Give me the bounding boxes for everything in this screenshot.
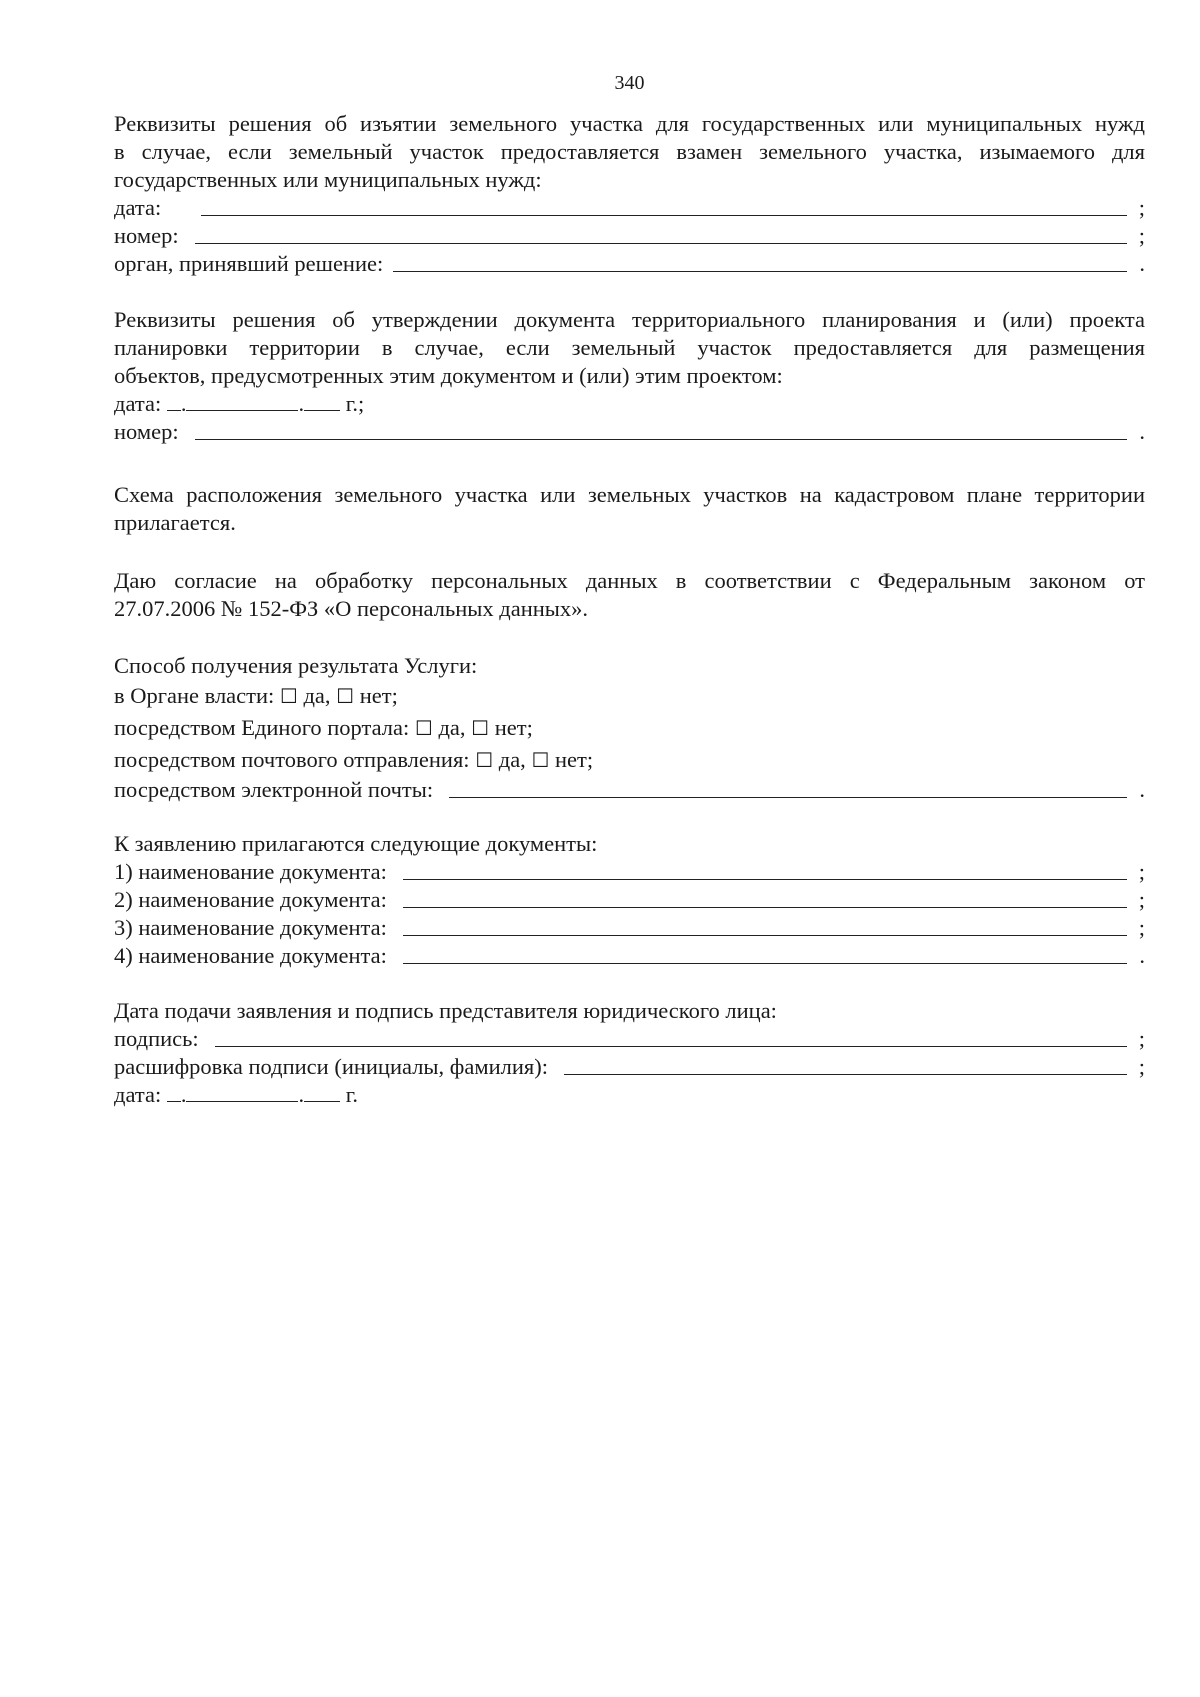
attachment-end-4: . [1139,943,1145,968]
attachment-label-2: 2) наименование документа: [114,887,387,912]
scheme-text-line-2: прилагается. [114,510,236,535]
planning-number-input-line[interactable] [195,418,1127,440]
signature-sign-label: подпись: [114,1026,199,1051]
no-label: нет; [494,715,533,740]
planning-number-field[interactable] [114,418,1145,446]
planning-date-label: дата: [114,391,162,416]
no-label: нет; [555,747,594,772]
withdrawal-date-input-line[interactable] [201,194,1127,216]
planning-section [114,306,1145,446]
attachment-input-line-3[interactable] [403,914,1127,936]
withdrawal-number-end: ; [1138,223,1145,248]
scheme-section [114,481,1145,537]
checkbox-yes-authority[interactable]: ☐ [279,684,298,708]
yes-label: да, [303,683,331,708]
planning-number-label: номер: [114,419,179,444]
attachment-label-3: 3) наименование документа: [114,915,387,940]
withdrawal-section [114,110,1145,278]
delivery-email-label: посредством электронной почты: [114,777,434,802]
attachment-field-1[interactable] [114,858,1145,886]
checkbox-no-authority[interactable]: ☐ [336,684,355,708]
withdrawal-number-label: номер: [114,223,179,248]
signature-sign-field[interactable] [114,1025,1145,1053]
attachment-end-2: ; [1138,887,1145,912]
planning-date-month-blank[interactable] [186,392,298,411]
withdrawal-date-label: дата: [114,195,162,220]
delivery-heading: Способ получения результата Услуги: [114,653,478,678]
withdrawal-number-input-line[interactable] [195,222,1127,244]
attachment-input-line-1[interactable] [403,858,1127,880]
signature-date-label: дата: [114,1082,162,1107]
planning-date-dot-2: . [298,391,305,416]
signature-heading: Дата подачи заявления и подпись представителя юридического лица: [114,998,777,1023]
withdrawal-authority-end: . [1139,251,1145,276]
planning-date-year-blank[interactable] [304,392,340,411]
attachment-field-2[interactable] [114,886,1145,914]
signature-decode-label: расшифровка подписи (инициалы, фамилия): [114,1054,549,1079]
withdrawal-text-line-2: в случае, если земельный участок предоставляется взамен земельного участка, изымаемого для [114,139,1145,164]
attachment-end-3: ; [1138,915,1145,940]
signature-date-month-blank[interactable] [186,1083,298,1102]
planning-text-line-1: Реквизиты решения об утверждении документа территориального планирования и (или) проекта [114,307,1145,332]
signature-date-dot-1: . [180,1082,187,1107]
signature-date-day-blank[interactable] [167,1083,181,1102]
scheme-text-line-1: Схема расположения земельного участка или земельных участков на кадастровом плане территории [114,482,1145,507]
checkbox-no-portal[interactable]: ☐ [471,716,490,740]
attachments-heading: К заявлению прилагаются следующие документы: [114,831,598,856]
checkbox-no-mail[interactable]: ☐ [531,748,550,772]
delivery-email-input-line[interactable] [449,776,1127,798]
delivery-option-mail-label: посредством почтового отправления: [114,747,470,772]
signature-decode-field[interactable] [114,1053,1145,1081]
signature-sign-input-line[interactable] [215,1025,1127,1047]
withdrawal-number-field[interactable] [114,222,1145,250]
consent-text-line-1: Даю согласие на обработку персональных данных в соответствии с Федеральным законом от [114,568,1145,593]
planning-date-year-suffix: г.; [345,391,365,416]
attachment-field-3[interactable] [114,914,1145,942]
attachment-label-4: 4) наименование документа: [114,943,387,968]
no-label: нет; [359,683,398,708]
withdrawal-date-field[interactable] [114,194,1145,222]
attachment-field-4[interactable] [114,942,1145,970]
consent-section [114,567,1145,623]
planning-text-line-3: объектов, предусмотренных этим документом и (или) этим проектом: [114,363,783,388]
signature-date-year-suffix: г. [345,1082,359,1107]
consent-text-line-2: 27.07.2006 № 152-ФЗ «О персональных данных». [114,596,589,621]
checkbox-yes-mail[interactable]: ☐ [475,748,494,772]
withdrawal-authority-field[interactable] [114,250,1145,278]
planning-text-line-2: планировки территории в случае, если земельный участок предоставляется для размещения [114,335,1145,360]
page-number: 340 [614,72,645,94]
planning-number-end: . [1139,419,1145,444]
delivery-option-mail [114,744,1145,776]
signature-sign-end: ; [1138,1026,1145,1051]
planning-date-field[interactable] [114,390,1145,418]
withdrawal-text-line-1: Реквизиты решения об изъятии земельного участка для государственных или муниципальных нужд [114,111,1145,136]
checkbox-yes-portal[interactable]: ☐ [414,716,433,740]
attachments-section [114,830,1145,970]
delivery-option-portal [114,712,1145,744]
withdrawal-date-end: ; [1138,195,1145,220]
planning-date-dot-1: . [180,391,187,416]
delivery-option-portal-label: посредством Единого портала: [114,715,410,740]
signature-decode-end: ; [1138,1054,1145,1079]
delivery-section [114,652,1145,804]
delivery-option-authority [114,680,1145,712]
delivery-email-end: . [1139,777,1145,802]
signature-section [114,997,1145,1109]
attachment-input-line-4[interactable] [403,942,1127,964]
signature-date-year-blank[interactable] [304,1083,340,1102]
signature-date-field[interactable] [114,1081,1145,1109]
delivery-email-field[interactable] [114,776,1145,804]
withdrawal-authority-input-line[interactable] [393,250,1127,272]
delivery-option-authority-label: в Органе власти: [114,683,275,708]
yes-label: да, [438,715,466,740]
yes-label: да, [498,747,526,772]
attachment-label-1: 1) наименование документа: [114,859,387,884]
attachment-input-line-2[interactable] [403,886,1127,908]
withdrawal-authority-label: орган, принявший решение: [114,251,384,276]
withdrawal-text-line-3: государственных или муниципальных нужд: [114,167,542,192]
signature-date-dot-2: . [298,1082,305,1107]
signature-decode-input-line[interactable] [564,1053,1127,1075]
planning-date-day-blank[interactable] [167,392,181,411]
attachment-end-1: ; [1138,859,1145,884]
